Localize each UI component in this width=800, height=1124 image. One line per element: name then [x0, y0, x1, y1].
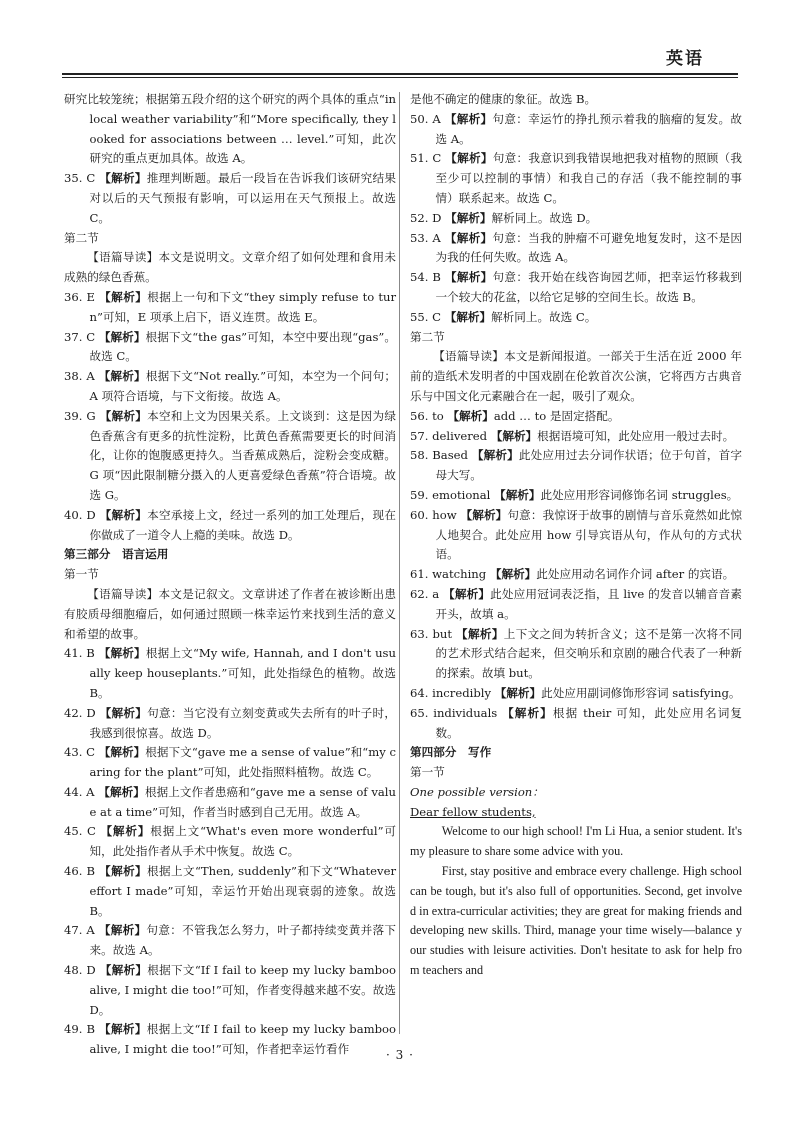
answer-number: 42. D	[64, 705, 96, 720]
analysis-text: 此处应用冠词表泛指，且 live 的发音以辅音音素开头，故填 a。	[435, 586, 742, 621]
analysis-text: 句意：幸运竹的挣扎预示着我的脑瘤的复发。故选 A。	[435, 111, 742, 146]
answer-item	[410, 229, 742, 269]
answer-number: 45. C	[64, 824, 96, 839]
sample-label: One possible version：	[410, 784, 544, 799]
section-label: 第一节	[64, 567, 99, 582]
passage-guide: 【语篇导读】本文是记叙文。文章讲述了作者在被诊断出患有胶质母细胞瘤后，如何通过照顾一株幸运竹来找到生活的意义和希望的故事。	[64, 586, 396, 641]
answer-number: 59. emotional	[410, 487, 491, 502]
header-rule-thin	[62, 77, 738, 78]
answer-number: 38. A	[64, 369, 95, 384]
answer-item	[410, 506, 742, 565]
analysis-text: 根据下文“gave me a sense of value”和“my caring for the plant”可知，此处指照料植物。故选 C。	[89, 745, 396, 780]
answer-number: 52. D	[410, 210, 442, 225]
analysis-tag: 【解析】	[99, 1022, 147, 1037]
answer-item	[410, 585, 742, 625]
analysis-tag: 【解析】	[99, 408, 148, 423]
answer-item	[64, 961, 396, 1020]
analysis-tag: 【解析】	[444, 111, 493, 126]
answer-item	[64, 644, 396, 703]
answer-number: 43. C	[64, 745, 96, 760]
analysis-tag: 【解析】	[99, 507, 148, 522]
answer-number: 58. Based	[410, 448, 468, 463]
answer-number: 54. B	[410, 270, 441, 285]
analysis-text: 句意：我开始在线咨询园艺师，把幸运竹移栽到一个较大的花盆，以给它足够的空间生长。故选 B。	[435, 270, 742, 304]
analysis-text: 根据上文“Then, suddenly”和下文“Whatever effort I made”可知，幸运竹开始出现衰弱的迹象。故选 B。	[89, 864, 396, 918]
analysis-tag: 【解析】	[445, 210, 492, 225]
answer-item	[410, 427, 742, 447]
answer-number: 61. watching	[410, 567, 487, 582]
analysis-text: 根据语境可知，此处应用一般过去时。	[537, 428, 735, 443]
analysis-text: 本空承接上文，经过一系列的加工处理后，现在你做成了一道令人上瘾的美味。故选 D。	[89, 507, 397, 542]
answer-number: 62. a	[410, 586, 440, 601]
analysis-text: 根据上一句和下文“they simply refuse to turn”可知，E 项承上启下，语义连贯。故选 E。	[89, 289, 396, 324]
answer-item	[410, 486, 742, 506]
analysis-tag: 【解析】	[98, 329, 146, 344]
analysis-text: 解析同上。故选 C。	[491, 309, 597, 324]
answer-number: 60. how	[410, 507, 457, 522]
answer-number: 40. D	[64, 507, 96, 522]
continued-text: 是他不确定的健康的象征。故选 B。	[410, 92, 597, 106]
column-divider	[399, 92, 400, 1034]
analysis-tag: 【解析】	[99, 171, 147, 186]
answer-item	[410, 704, 742, 744]
analysis-text: 句意：当我的肿瘤不可避免地复发时，这不是因为我的任何失败。故选 A。	[435, 230, 742, 265]
analysis-tag: 【解析】	[100, 824, 151, 839]
answer-number: 50. A	[410, 111, 441, 126]
answer-item	[64, 921, 396, 961]
answer-item	[64, 743, 396, 783]
page-header-subject: 英语	[666, 49, 704, 69]
analysis-text: 解析同上。故选 D。	[491, 210, 598, 225]
analysis-text: 根据上文“What's even more wonderful”可知，此处指作者从手术中恢复。故选 C。	[89, 824, 397, 859]
section-label: 第二节	[64, 230, 99, 245]
answer-number: 46. B	[64, 864, 96, 879]
analysis-text: 句意：不管我怎么努力，叶子都持续变黄并落下来。故选 A。	[89, 923, 396, 958]
part-heading: 第四部分 写作	[410, 745, 492, 760]
answer-item	[64, 822, 396, 862]
analysis-tag: 【解析】	[98, 784, 145, 799]
passage-guide: 【语篇导读】本文是新闻报道。一部关于生活在近 2000 年前的造纸术发明者的中国戏剧在伦敦首次公演，它将西方古典音乐与中国文化元素融合在一起，吸引了观众。	[410, 349, 742, 403]
answer-number: 65. individuals	[410, 705, 498, 720]
answer-item	[64, 506, 396, 546]
analysis-tag: 【解析】	[471, 448, 519, 463]
analysis-tag: 【解析】	[494, 685, 542, 700]
page-number: · 3 ·	[386, 1048, 414, 1062]
analysis-tag: 【解析】	[456, 626, 504, 641]
analysis-tag: 【解析】	[99, 864, 148, 879]
analysis-text: 句意：我意识到我错误地把我对植物的照顾（我至少可以控制的事情）和我自己的存活（我不能控制的事情）联系起来。故选 C。	[435, 151, 742, 205]
analysis-text: 根据上文作者患癌和“gave me a sense of value at a time”可知，作者当时感到自己无用。故选 A。	[89, 784, 396, 819]
analysis-tag: 【解析】	[444, 309, 492, 324]
analysis-text: 根据下文“the gas”可知，本空中要出现“gas”。故选 C。	[89, 329, 396, 364]
analysis-tag: 【解析】	[444, 270, 493, 285]
answer-number: 51. C	[410, 151, 442, 166]
analysis-text: add … to 是固定搭配。	[493, 408, 620, 423]
analysis-text: 本空和上文为因果关系。上文谈到：这是因为绿色香蕉含有更多的抗性淀粉，比黄色香蕉需要更长的时间消化，让你的饱腹感更持久。当香蕉成熟后，淀粉会变成糖。G 项“因此限制糖分摄入的人更喜爱绿色香蕉”符合语境。故选 G。	[89, 408, 396, 502]
analysis-text: 根据上文“If I fail to keep my lucky bamboo alive, I might die too!”可知，作者把幸运竹看作	[89, 1022, 396, 1057]
answer-item	[410, 209, 742, 229]
header-rule-thick	[62, 73, 738, 75]
analysis-tag: 【解析】	[460, 507, 508, 522]
answer-number: 47. A	[64, 923, 95, 938]
answer-item	[410, 684, 742, 704]
answer-item	[410, 407, 742, 427]
analysis-text: 根据下文“Not really.”可知，本空为一个问句；A 项符合语境，与下文衔接。故选 A。	[89, 369, 396, 403]
analysis-text: 此处应用过去分词作状语；位于句首，首字母大写。	[435, 448, 742, 483]
answer-item	[64, 783, 396, 823]
answer-number: 39. G	[64, 408, 96, 423]
answer-item	[64, 288, 396, 328]
answer-item	[64, 169, 396, 228]
answer-item	[64, 367, 396, 407]
analysis-text: 此处应用形容词修饰名词 struggles。	[540, 487, 739, 502]
answer-item	[410, 308, 742, 328]
answer-number: 63. but	[410, 626, 453, 641]
continued-text: 研究比较笼统；根据第五段介绍的这个研究的两个具体的重点“in local weather variability”和“More specifically, they looked for associations between … level.”可知，此次研究的重点更加具体。故选 A。	[64, 92, 396, 166]
analysis-tag: 【解析】	[447, 408, 494, 423]
analysis-tag: 【解析】	[98, 646, 146, 661]
analysis-text: 根据上文“My wife, Hannah, and I don't usually keep houseplants.”可知，此处指绿色的植物。故选 B。	[89, 646, 396, 700]
analysis-tag: 【解析】	[443, 586, 491, 601]
analysis-tag: 【解析】	[445, 151, 493, 166]
analysis-tag: 【解析】	[98, 369, 146, 384]
left-column	[64, 90, 396, 1060]
analysis-tag: 【解析】	[494, 487, 541, 502]
answer-item	[410, 446, 742, 486]
answer-item	[410, 268, 742, 308]
section-label: 第二节	[410, 329, 445, 344]
answer-number: 49. B	[64, 1022, 95, 1037]
answer-item	[64, 328, 396, 368]
answer-item	[410, 565, 742, 585]
analysis-text: 上下文之间为转折含义；这不是第一次将不同的艺术形式结合起来，但交响乐和京剧的融合代表了一种新的探索。故填 but。	[435, 626, 742, 681]
analysis-tag: 【解析】	[489, 567, 537, 582]
answer-number: 48. D	[64, 963, 96, 978]
letter-greeting: Dear fellow students,	[410, 804, 536, 819]
analysis-tag: 【解析】	[99, 963, 148, 978]
letter-paragraph: First, stay positive and embrace every challenge. High school can be tough, but it's also full of opportunities. Second, get involved in extra-curricular activities; they are great for making friends and developing new skills. Third, manage your time wisely—balance your studies with leisure activities. Don't hesitate to ask for help from teachers and	[410, 864, 742, 978]
answer-item	[64, 704, 396, 744]
answer-item	[410, 625, 742, 684]
analysis-text: 句意：我惊讶于故事的剧情与音乐竟然如此惊人地契合。此处应用 how 引导宾语从句，作从句的方式状语。	[435, 507, 742, 562]
analysis-tag: 【解析】	[502, 705, 553, 720]
answer-item	[64, 862, 396, 921]
answer-number: 56. to	[410, 408, 444, 423]
answer-number: 55. C	[410, 309, 441, 324]
analysis-tag: 【解析】	[490, 428, 538, 443]
part-heading: 第三部分 语言运用	[64, 547, 169, 562]
letter-paragraph: Welcome to our high school! I'm Li Hua, a senior student. It's my pleasure to share some advice with you.	[410, 824, 742, 859]
answer-item	[410, 149, 742, 208]
analysis-text: 根据 their 可知，此处应用名词复数。	[435, 705, 742, 740]
analysis-tag: 【解析】	[98, 745, 146, 760]
analysis-tag: 【解析】	[444, 230, 493, 245]
answer-item	[64, 407, 396, 506]
answer-number: 36. E	[64, 289, 96, 304]
answer-number: 53. A	[410, 230, 441, 245]
answer-number: 41. B	[64, 646, 95, 661]
analysis-tag: 【解析】	[99, 705, 148, 720]
analysis-text: 此处应用副词修饰形容词 satisfying。	[541, 685, 741, 700]
section-label: 第一节	[410, 765, 445, 780]
answer-number: 44. A	[64, 784, 95, 799]
analysis-text: 根据下文“If I fail to keep my lucky bamboo alive, I might die too!”可知，作者变得越来越不安。故选 D。	[89, 963, 396, 1017]
answer-number: 37. C	[64, 329, 96, 344]
right-column	[410, 90, 742, 981]
answer-number: 35. C	[64, 171, 96, 186]
analysis-text: 句意：当它没有立刻变黄或失去所有的叶子时，我感到很惊喜。故选 D。	[89, 705, 397, 740]
answer-number: 64. incredibly	[410, 685, 492, 700]
answer-number: 57. delivered	[410, 428, 488, 443]
analysis-text: 此处应用动名词作介词 after 的宾语。	[536, 567, 735, 582]
passage-guide: 【语篇导读】本文是说明文。文章介绍了如何处理和食用未成熟的绿色香蕉。	[64, 250, 396, 285]
analysis-text: 推理判断题。最后一段旨在告诉我们该研究结果对以后的天气预报有影响，可以运用在天气预报上。故选 C。	[89, 171, 396, 225]
answer-item	[410, 110, 742, 150]
analysis-tag: 【解析】	[98, 923, 147, 938]
analysis-tag: 【解析】	[99, 289, 148, 304]
